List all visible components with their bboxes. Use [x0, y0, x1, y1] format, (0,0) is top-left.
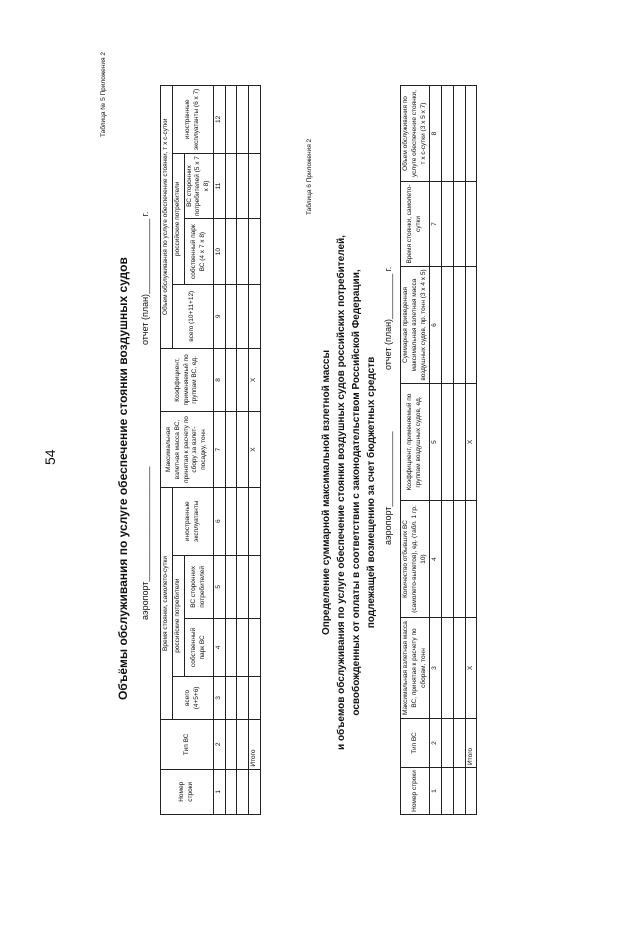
- col-number: 2: [430, 719, 442, 768]
- table2-airport-line: аэропорт_______________: [383, 431, 393, 545]
- col-number: 10: [213, 219, 225, 285]
- x-mark: Х: [465, 384, 477, 501]
- table2-title-line: освобожденных от оплаты в соответствии с законодательством Российской Федерации,: [351, 269, 362, 716]
- header-coef: Коэффициент, применяемый по группам воздушных судов, ед.: [401, 384, 430, 501]
- header-volume: Объем обслуживания по услуге обеспечение стоянки, т х с-сутки (3 х 5 х 7): [401, 86, 430, 182]
- table-row: [453, 86, 465, 815]
- col-number: 8: [430, 86, 442, 182]
- table2-title-line: Определение суммарной максимальной взлетной массы: [321, 350, 332, 636]
- header-row-no: Номер строки: [401, 768, 430, 815]
- table2: [400, 85, 477, 815]
- col-number: 7: [430, 182, 442, 267]
- col-number: 4: [430, 501, 442, 618]
- year-suffix: г.: [383, 266, 393, 272]
- header-coef: Коэффициент, применяемый по группам ВС, ед.: [161, 348, 214, 412]
- header-mtow: Максимальная взлетная масса ВС, принятая к расчету по сбору за взлет-посадку, тонн: [161, 412, 214, 488]
- year-suffix: г.: [140, 211, 150, 217]
- header-foreign: иностранные эксплуатанты: [172, 487, 213, 555]
- x-mark: Х: [465, 618, 477, 719]
- header-sum-mass: Суммарная приведенная максимальная взлетная масса воздушных судов, пр. тонн (3 х 4 х 5): [401, 267, 430, 384]
- col-number: 11: [213, 153, 225, 219]
- table2-title-line: и объемов обслуживания по услуге обеспечение стоянки воздушных судов российских потребителей,: [336, 235, 347, 750]
- header-volume: Объем обслуживания по услуге обеспечение стоянки, т х с-сутки: [161, 86, 173, 349]
- report-label: отчет (план): [140, 293, 150, 345]
- total-label: Итого: [249, 720, 261, 769]
- header-count: Количество отбывших ВС (самолето-вылетов), ед. (табл. 1 гр. 10): [401, 501, 430, 618]
- col-number: 3: [213, 676, 225, 719]
- table-row: [237, 86, 249, 815]
- table1-reference: Таблица № 5 Приложения 2: [100, 52, 107, 137]
- table-row: [225, 86, 237, 815]
- header-time: Время стоянки, самолето-сутки: [401, 182, 430, 267]
- table1: [160, 85, 261, 815]
- table1-airport-line: аэропорт_______________________: [140, 466, 150, 620]
- total-label: Итого: [465, 719, 477, 768]
- header-vol-third: ВС сторонних потребителей (5 х 7 х 8): [184, 153, 213, 219]
- table2-title-line: подлежащей возмещению за счет бюджетных средств: [366, 356, 377, 629]
- page-number: 54: [42, 449, 58, 465]
- header-ac-type: Тип ВС: [161, 720, 214, 769]
- col-number: 2: [213, 720, 225, 769]
- header-row-no: Номер строки: [161, 769, 214, 814]
- col-number: 6: [213, 487, 225, 555]
- col-number: 1: [213, 769, 225, 814]
- header-russian: российские потребители: [172, 555, 184, 676]
- airport-label: аэропорт: [140, 581, 150, 620]
- header-vol-foreign: иностранные эксплуатанты (6 х 7): [172, 86, 213, 154]
- table1-report-line: отчет (план)_______________ г.: [140, 211, 150, 345]
- col-number: 4: [213, 619, 225, 677]
- header-vol-russian: российские потребители: [172, 153, 184, 284]
- col-number: 12: [213, 86, 225, 154]
- col-number: 3: [430, 618, 442, 719]
- table1-title: Объёмы обслуживания по услуге обеспечение стоянки воздушных судов: [116, 257, 130, 700]
- col-number: 1: [430, 768, 442, 815]
- table2-reference: Таблица 6 Приложения 2: [306, 138, 313, 215]
- table-row: [442, 86, 454, 815]
- header-mtow: Максимальная взлетная масса ВС, принятая к расчету по сборам, тонн: [401, 618, 430, 719]
- table-row: [430, 86, 442, 815]
- header-vol-total: всего (10+11+12): [172, 284, 213, 348]
- col-number: 7: [213, 412, 225, 488]
- airport-label: аэропорт: [383, 506, 393, 545]
- col-number: 5: [430, 384, 442, 501]
- header-own-fleet: собственный парк ВС: [184, 619, 213, 677]
- col-number: 8: [213, 348, 225, 412]
- col-number: 5: [213, 555, 225, 619]
- table2-report-line: отчет (план)_________ г.: [383, 266, 393, 370]
- total-row: [465, 86, 477, 815]
- header-third-party: ВС сторонних потребителей: [184, 555, 213, 619]
- x-mark: Х: [249, 348, 261, 412]
- col-number: 6: [430, 267, 442, 384]
- header-vol-own: собственный парк ВС (4 х 7 х 8): [184, 219, 213, 285]
- header-ac-type: Тип ВС: [401, 719, 430, 768]
- total-row: [249, 86, 261, 815]
- header-parking-time: Время стоянки, самолето-сутки: [161, 487, 173, 719]
- table-row: [213, 86, 225, 815]
- header-total: всего (4+5+6): [172, 676, 213, 719]
- col-number: 9: [213, 284, 225, 348]
- report-label: отчет (план): [383, 318, 393, 370]
- x-mark: Х: [249, 412, 261, 488]
